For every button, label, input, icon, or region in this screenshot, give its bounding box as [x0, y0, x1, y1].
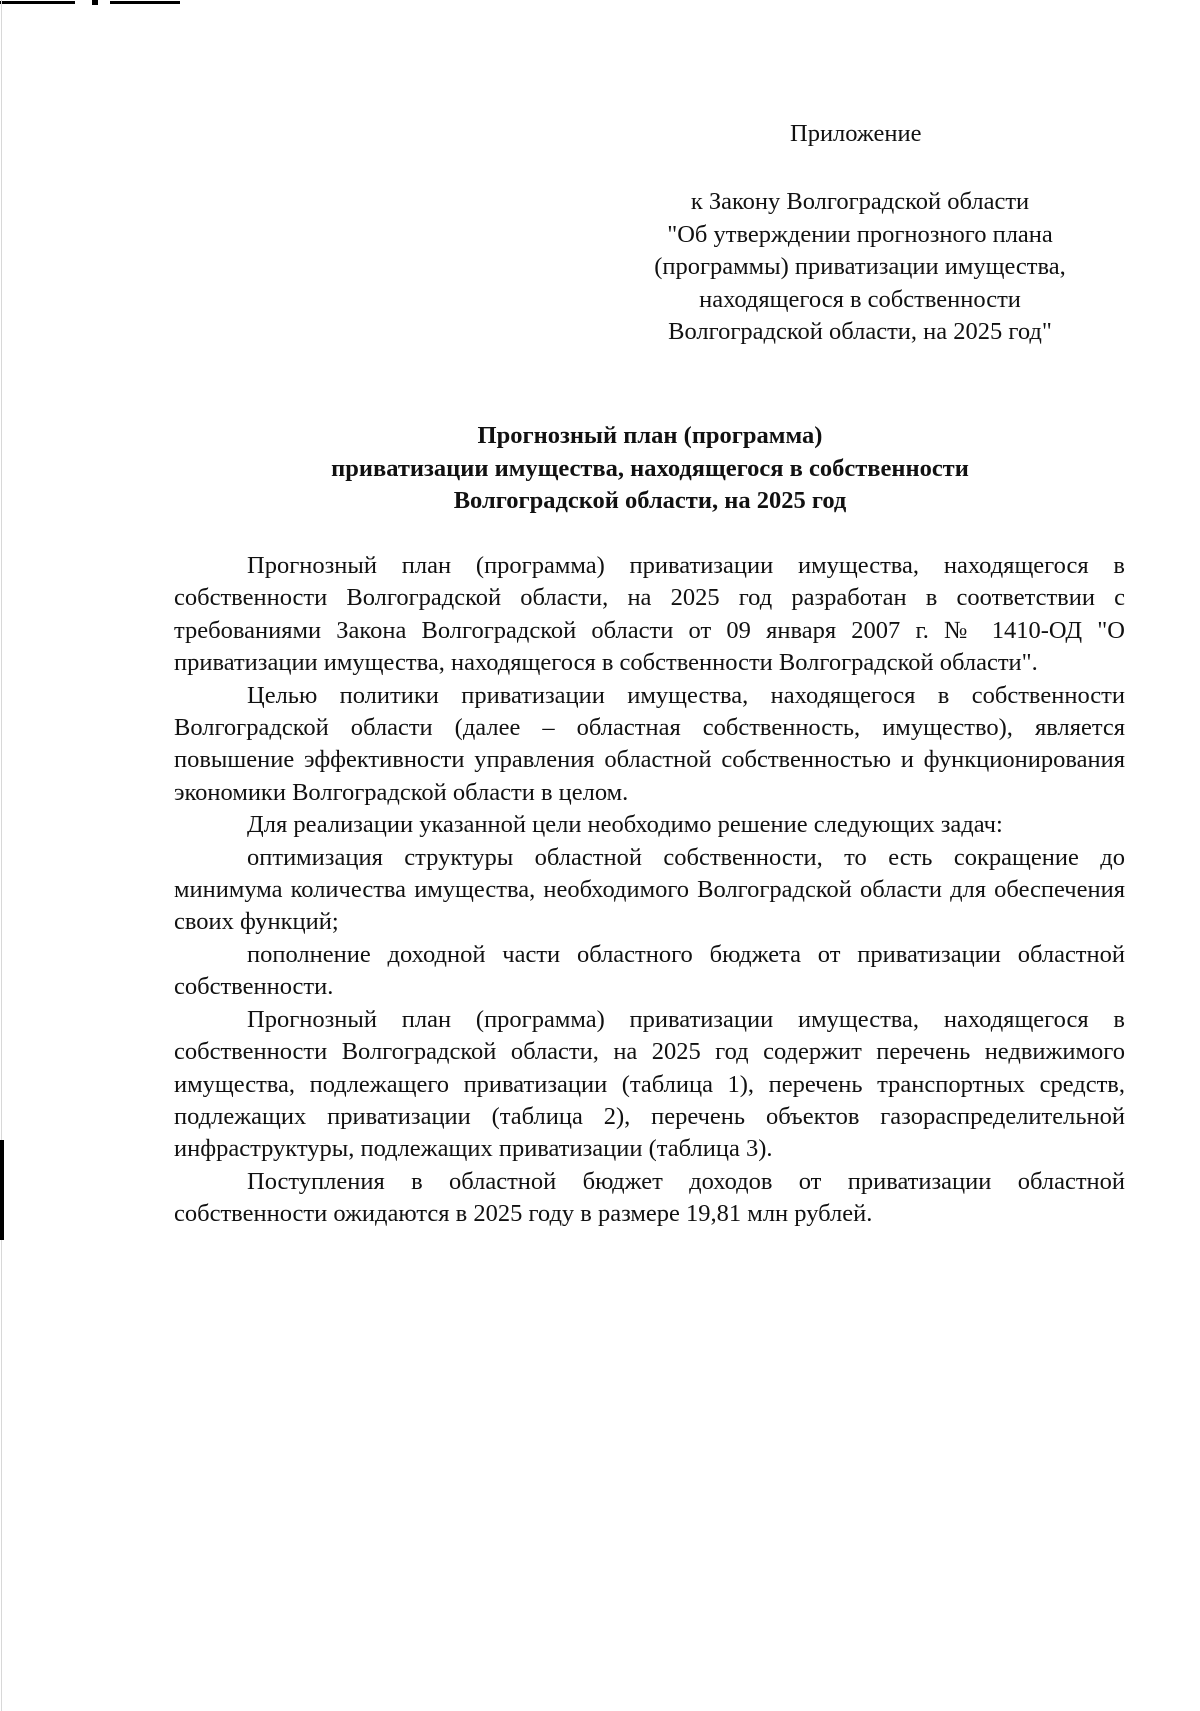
- body-paragraph: Прогнозный план (программа) приватизации имущества, находящегося в собственности Волгоградской области, на 2025 год содержит перечень недвижимого имущества, подлежащего приватизации (таблица 1), перечень транспортных средств, подлежащих приватизации (таблица 2), перечень объектов газораспределительной инфраструктуры, подлежащих приватизации (таблица 3).: [174, 1005, 1125, 1163]
- title-line: приватизации имущества, находящегося в собственности: [331, 454, 969, 482]
- document-title: [190, 420, 1110, 518]
- body-paragraph: Для реализации указанной цели необходимо решение следующих задач:: [247, 811, 1003, 839]
- body-paragraph: оптимизация структуры областной собственности, то есть сокращение до минимума количества имущества, необходимого Волгоградской области для обеспечения своих функций;: [174, 843, 1125, 936]
- appendix-ref-line: к Закону Волгоградской области: [690, 188, 1030, 215]
- body-paragraph: Прогнозный план (программа) приватизации имущества, находящегося в собственности Волгоградской области, на 2025 год разработан в соответствии с требованиями Закона Волгоградской области от 09 января 2007 г. № 1410-ОД "О приватизации имущества, находящегося в собственности Волгоградской области".: [174, 552, 1125, 677]
- appendix-ref-line: (программы) приватизации имущества,: [654, 253, 1066, 280]
- scan-artifact-line: [0, 1, 75, 4]
- body-paragraph: Целью политики приватизации имущества, находящегося в собственности Волгоградской области (далее – областная собственность, имущество), является повышение эффективности управления областной собственностью и функционирования экономики Волгоградской области в целом.: [174, 681, 1125, 806]
- scan-artifact-top: [0, 0, 180, 5]
- scan-edge: [1, 0, 2, 1711]
- appendix-ref-line: находящегося в собственности: [699, 285, 1021, 313]
- appendix-reference: [600, 186, 1120, 349]
- title-line: Прогнозный план (программа): [477, 422, 823, 449]
- appendix-ref-line: "Об утверждении прогнозного плана: [667, 220, 1053, 248]
- scan-edge-mark: [0, 1140, 4, 1240]
- title-line: Волгоградской области, на 2025 год: [453, 487, 847, 514]
- document-body: [174, 550, 1125, 1231]
- appendix-ref-line: Волгоградской области, на 2025 год": [668, 318, 1052, 345]
- scan-artifact-line: [110, 1, 180, 4]
- body-paragraph: Поступления в областной бюджет доходов от приватизации областной собственности ожидаются в 2025 году в размере 19,81 млн рублей.: [174, 1167, 1125, 1228]
- scan-artifact-mark: [92, 0, 98, 5]
- appendix-label: Приложение: [790, 120, 922, 147]
- body-paragraph: пополнение доходной части областного бюджета от приватизации областной собственности.: [174, 940, 1125, 1001]
